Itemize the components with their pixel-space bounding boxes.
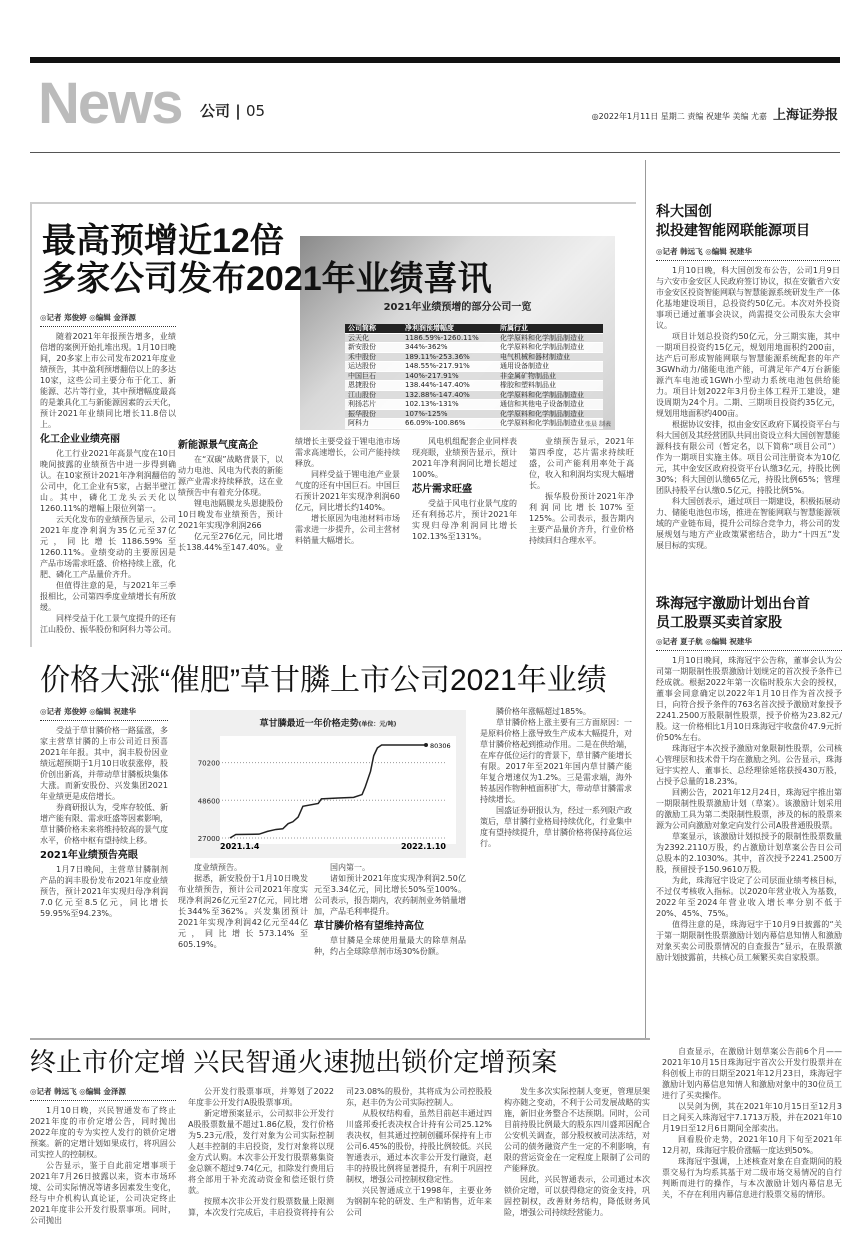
- paragraph: 1月7日晚间，主营草甘膦制剂产品的润丰股份发布2021年度业绩预告，预计2021年实现归母净利润7.0亿元至8.5亿元，同比增长59.95%至94.23%。: [40, 865, 168, 918]
- article-4-title-line1: 珠海冠宇激励计划出台首: [656, 595, 810, 611]
- chart-title-text: 草甘膦最近一年价格走势: [259, 719, 359, 729]
- table-row: [345, 391, 603, 401]
- paragraph: 券商研报认为，受库存较低、新增产能有限、需求旺盛等因素影响，草甘膦价格未来将维持较高的景气度水平，价格中枢有望持续上移。: [40, 803, 168, 845]
- earnings-table: [345, 324, 603, 429]
- paragraph: 锂电池隔膜龙头恩捷股份10日晚发布业绩预告，预计2021年实现净利润266: [178, 499, 283, 530]
- paragraph: 化工行业2021年高景气度在10日晚间披露的业绩预告中进一步得到确认。在10家预计2021年净利润翻倍的公司中，化工企业有5家，占据半壁江山。其中，磷化工龙头云天化以1260.11%的增幅上限位列第一。: [40, 449, 176, 513]
- x-label-end: 2022.1.10: [400, 842, 446, 851]
- paragraph: 草甘膦价格上涨主要有三方面原因：一是原料价格上涨导致生产成本大幅提升，对草甘膦价格起到推动作用。二是在供给端，在库存低位运行的背景下，草甘膦产能增长有限。2017年至2021年国内草甘膦产能年复合增速仅为1.2%。三是需求端，海外转基因作物种植面积扩大，带动草甘膦需求持续增长。: [480, 718, 632, 804]
- table-header-cell: 公司简称: [348, 324, 376, 332]
- table-cell: 电气机械和器材制造业: [500, 352, 570, 361]
- column-divider: [645, 160, 646, 1040]
- article-1-columns: [178, 436, 634, 553]
- article-5-columns: [30, 1086, 650, 1226]
- table-cell: 1186.59%-1260.11%: [405, 333, 479, 342]
- paragraph: 珠海冠宇强调，上述核查对象在自查期间的股票交易行为均系其基于对二级市场交易情况的自行判断而进行的操作，与本次激励计划内幕信息无关，不存在利用内幕信息进行股票交易的情形。: [662, 1157, 842, 1199]
- table-cell: 通用设备制造业: [500, 362, 549, 370]
- table-cell: 138.44%-147.40%: [405, 381, 470, 389]
- table-cell: 化学原料和化学制品制造业: [500, 333, 584, 342]
- paragraph: 回溯公告，2021年12月24日，珠海冠宇推出第一期限制性股票激励计划（草案）。该激励计划采用的激励工具为第二类限制性股票，涉及的标的股票来源为公司向激励对象定向发行公司A股普通股股票。: [656, 788, 842, 830]
- paragraph: 珠海冠宇本次授予激励对象限制性股票，公司核心管理层和技术骨干均在激励之列。公告显示，珠海冠宇实控人、董事长、总经理徐延铭获授430万股，占授予总量的18.23%。: [656, 744, 842, 786]
- article-2-col-2: [178, 862, 308, 950]
- paragraph: 但值得注意的是，与2021年三季报相比，公司第四季度业绩增长有所放缓。: [40, 581, 176, 612]
- paragraph: 1月10日晚，科大国创发布公告，公司1月9日与六安市金安区人民政府签订协议，拟在安徽省六安市金安区投资智能网联与智慧能源系统研发生产一体化基地建设项目，总投资约50亿元。本次对外投资事项已通过董事会决议，尚需提交公司股东大会审议。: [656, 266, 840, 330]
- masthead: ◎2022年1月11日 星期二 责编 祝建华 美编 尤嘉 上海证券报: [591, 108, 838, 123]
- paragraph: 以吴剑为例，其在2021年10月15日至12月3日之间买入珠海冠宇7.1713万股，并在2021年10月19日至12月6日期间全部卖出。: [662, 1102, 842, 1133]
- paragraph: 受益于风电行业景气度的还有利扬芯片，预计2021年实现归母净利润同比增长102.13%至131%。: [412, 499, 517, 541]
- table-cell: 344%-362%: [405, 343, 448, 351]
- paragraph: 同样受益于化工景气度提升的还有江山股份、振华股份和阿科力等公司。: [40, 614, 176, 634]
- paragraph: 诸如预计2021年度实现净利润2.50亿元至3.34亿元，同比增长50%至100%。公司表示，报告期内，农药制剂业务销量增加，产品毛利率提升。: [314, 874, 466, 916]
- paragraph: 国内第一。: [330, 863, 370, 872]
- paragraph: 草案显示，该激励计划拟授予的限制性股票数量为2392.2110万股，约占激励计划草案公告日公司总股本的2.1030%。其中，首次授予2241.2500万股，预留授予150.9610万股。: [656, 832, 842, 874]
- paragraph: 风电机组配套企业同样表现亮眼，业绩预告显示，预计2021年净利润同比增长超过100%。: [412, 437, 517, 479]
- article-3-title: [656, 202, 810, 240]
- article-2-byline: ◎记者 郑俊婷 ◎编辑 祝建华: [40, 706, 168, 721]
- chart-unit: (单位：元/吨): [358, 721, 397, 728]
- table-cell: 恩捷股份: [348, 381, 376, 389]
- paragraph: 国盛证券研报认为，经过一系列限产政策后，草甘膦行业格局持续优化，行业集中度有望持续提升，草甘膦价格将保持高位运行。: [480, 806, 632, 848]
- article-1-col-1: [40, 312, 176, 635]
- table-cell: 66.09%-100.86%: [405, 419, 466, 427]
- table-cell: 江山股份: [348, 390, 376, 399]
- y-tick-label: 70200: [197, 759, 220, 768]
- table-row: [345, 353, 603, 363]
- article-1-title-line2: 多家公司发布2021年业绩喜讯: [42, 260, 492, 298]
- paragraph: 度业绩预告。: [194, 863, 242, 872]
- table-cell: 新安股份: [348, 343, 376, 351]
- paragraph: 膦价格年涨幅超过185%。: [496, 707, 591, 716]
- paragraph: 发生多次实际控制人变更，管理层架构亦随之变动，不利于公司发展战略的实施，新旧业务整合不达预期。同时，公司目前持股比例最大的股东四川盛邦因配合公安机关调查，部分股权被司法冻结，对公司的债务融资产生一定的不利影响，有限的营运资金在一定程度上限制了公司的产能释放。: [504, 1087, 650, 1173]
- paragraph: 云天化发布的业绩预告显示，公司2021年度净利润为35亿元至37亿元，同比增长1186.59%至1260.11%。业绩变动的主要原因是产品市场需求旺盛、价格持续上涨，化肥、磷化工产品量价齐升。: [40, 515, 176, 579]
- paragraph: 自查显示，在激励计划草案公告前6个月——2021年10月15日珠海冠宇首次公开发行股票并在科创板上市的日期至2021年12月23日，珠海冠宇激励计划内幕信息知情人和激励对象中的30位员工进行了买卖操作。: [662, 1047, 842, 1100]
- paragraph: 兴民智通成立于1998年，主要业务为钢制车轮的研发、生产和销售，近年来公司: [346, 1186, 492, 1217]
- table-row: [345, 343, 603, 353]
- table-row: [345, 410, 603, 420]
- bottom-rule: [30, 1038, 650, 1040]
- table-cell: 132.88%-147.40%: [405, 390, 470, 399]
- paragraph: 草甘膦是全球使用量最大的除草剂品种，约占全球除草剂市场30%份额。: [314, 936, 466, 956]
- paragraph: 受益于草甘膦价格一路猛涨，多家主营草甘膦的上市公司近日预喜2021年年报。其中，润丰股份因业绩远超预期于1月10日收获涨停，股价创出新高，并带动草甘膦板块集体大涨。而新安股份、兴发集团2021年业绩更是成倍增长。: [40, 726, 168, 801]
- table-credit: 张晨 制表: [585, 421, 611, 428]
- paragraph: 增长原因为电池材料市场需求进一步提升，公司主营材料销量大幅增长。: [295, 514, 400, 545]
- table-row: [345, 334, 603, 344]
- article-2-col-3: [314, 862, 466, 957]
- paragraph: 新定增预案显示，公司拟非公开发行A股股票数量不超过1.86亿股，发行价格为5.23元/股，发行对象为公司实际控制人赵丰控制的丰启投资，发行对象将以现金方式认购。本次非公开发行股票募集资金总额不超过9.74亿元，扣除发行费用后将全部用于补充流动资金和偿还银行贷款。: [188, 1109, 334, 1195]
- paragraph: 1月10日晚，兴民智通发布了终止2021年度的市价定增公告，同时抛出2022年度的专为实控人发行的锁价定增预案。新的定增计划如果成行，将巩固公司实控人的控制权。: [30, 1106, 176, 1159]
- table-cell: 运达股份: [348, 362, 376, 370]
- paragraph: 值得注意的是，珠海冠宇于10月9日披露的“关于第一期限制性股票激励计划内幕信息知情人和激励对象买卖公司股票情况的自查报告”显示，在股票激励计划披露前，共核心员工频繁买卖自家股票。: [656, 920, 842, 962]
- article-3-byline: ◎记者 韩远飞 ◎编辑 祝建华: [656, 246, 840, 261]
- paragraph: 在“双碳”战略背景下，以动力电池、风电为代表的新能源产业需求持续释放，这在业绩预告中有着充分体现。: [178, 455, 283, 497]
- paragraph: 1月10日晚间，珠海冠宇公告称，董事会认为公司第一期限制性股票激励计划规定的首次授予条件已经成就。根据2022年第一次临时股东大会的授权，董事会同意确定以2022年1月10日作为首次授予日，向符合授予条件的763名首次授予激励对象授予2241.2500万股限制性股票，授予价格为23.82元/股。这一价格相比1月10日珠海冠宇收盘价47.9元折价50%左右。: [656, 656, 842, 742]
- article-4-title: [656, 594, 810, 632]
- paragraph: 项目计划总投资约50亿元，分三期实施，其中一期项目投资约15亿元，规划用地面积约200亩，达产后可形成智能网联与智慧能源系统配套的年产3GWh动力/储能电池产能，可满足年产4万台新能源汽车电池或1GWh小型动力系统电池包供给能力。项目计划2022年3月份主体工程开工建设，建设周期为24个月。二期、三期项目投资约35亿元，规划用地面积约400亩。: [656, 332, 840, 418]
- table-cell: 148.55%-217.91%: [405, 362, 470, 370]
- article-4-byline: ◎记者 夏子航 ◎编辑 祝建华: [656, 636, 842, 651]
- table-cell: 140%-217.91%: [405, 371, 459, 380]
- article-5-byline: ◎记者 韩远飞 ◎编辑 金泽源: [30, 1086, 176, 1101]
- table-cell: 橡胶和塑料制品业: [500, 381, 556, 389]
- page-number: 05: [245, 102, 266, 120]
- article-3-body: [656, 246, 840, 551]
- table-row: [345, 400, 603, 410]
- table-header-row: [345, 324, 603, 334]
- paragraph: 为此，珠海冠宇设定了公司层面业绩考核目标，不过仅考核收入指标。以2020年营业收入为基数，2022年至2024年营业收入增长率分别不低于20%、45%、75%。: [656, 876, 842, 918]
- end-value-label: 80306: [430, 741, 451, 750]
- chart-plot: [190, 732, 466, 857]
- table-cell: 102.13%-131%: [405, 400, 459, 408]
- paragraph: 业绩预告显示，2021年第四季度，芯片需求持续旺盛，公司产能利用率处于高位，收入和利润均实现大幅增长。: [529, 437, 634, 490]
- table-cell: 化学原料和化学制品制造业: [500, 419, 584, 427]
- paragraph: 从股权结构看，虽然目前赵丰通过四川盛邦委托表决权合计持有公司25.12%表决权，但其通过控制创疆环保持有上市公司6.45%的股份，持股比例较低。兴民智通表示，通过本次非公开发行融资，赵丰的持股比例将显著提升，有利于巩固控制权，增强公司控制权稳定性。: [346, 1109, 492, 1184]
- subheading: 新能源景气度高企: [178, 440, 258, 451]
- table-header-cell: 所属行业: [500, 324, 528, 332]
- paragraph: 因此，兴民智通表示，公司通过本次锁价定增，可以获得稳定的资金支持，巩固控制权，改善财务结构，降低财务风险，增强公司持续经营能力。: [504, 1175, 650, 1217]
- paragraph: 根据协议安排，拟由金安区政府下属投资平台与科大国创及其经营团队共同出资设立科大国创智慧能源科技有限公司（暂定名，以下简称“项目公司”）作为一期项目实施主体。项目公司注册资本为10亿元，其中金安区政府投资平台认缴3亿元，持股比例30%；科大国创认缴65亿元，持股比例65%；管理团队持股平台认缴0.5亿元，持股比例5%。: [656, 420, 840, 495]
- table-row: [345, 381, 603, 391]
- article-5-title: 终止市价定增 兴民智通火速抛出锁价定增预案: [30, 1047, 558, 1077]
- chart-title: [190, 716, 466, 729]
- table-cell: 107%-125%: [405, 409, 448, 418]
- article-3-title-line1: 科大国创: [656, 203, 712, 219]
- table-cell: 化学原料和化学制品制造业: [500, 343, 584, 351]
- end-point: [424, 743, 428, 747]
- table-cell: 振华股份: [348, 409, 376, 418]
- table-row: [345, 362, 603, 372]
- article-1-byline: ◎记者 郑俊婷 ◎编辑 金泽源: [40, 312, 176, 327]
- paragraph: 按照本次非公开发行股票数量上限测算，本次发行完成后，丰启投资将持有公司23.08%的股份，其将成为公司控股股东，赵丰仍为公司实际控制人。: [188, 1087, 492, 1217]
- article-4-body-cont: [662, 1046, 842, 1200]
- article-1-title: [42, 222, 492, 298]
- table-cell: 189.11%-253.36%: [405, 352, 470, 361]
- date-info: 2022年1月11日 星期二 责编 祝建华 美编 尤嘉: [598, 112, 767, 121]
- article-1-title-line1: 最高预增近12倍: [42, 222, 284, 260]
- table-cell: 云天化: [348, 333, 369, 342]
- article-2-col-1: [40, 706, 168, 919]
- table-cell: 通信和其他电子设备制造业: [500, 400, 584, 408]
- table-header-cell: 净利润预增幅度: [405, 324, 454, 332]
- table-cell: 化学原料和化学制品制造业: [500, 390, 584, 399]
- y-tick-label: 27000: [197, 835, 220, 843]
- paragraph: 回看股价走势，2021年10月下旬至2021年12月初，珠海冠宇股价涨幅一度达到50%。: [662, 1135, 842, 1155]
- table-cell: 禾中股份: [348, 352, 376, 361]
- paragraph: 随着2021年年报预告增多，业绩倍增的案例开始扎堆出现。1月10日晚间，20多家上市公司发布2021年度业绩预告，其中盈利预增翻倍以上的多达10家，这些公司主要分布于化工、新能源、芯片等行业，其中预增幅度最高的是兼具化工与新能源因素的云天化，预计2021年业绩同比增长11.8倍以上。: [40, 332, 176, 429]
- article-2-col-4: [480, 706, 632, 849]
- section-label: 公司 | 05: [200, 102, 266, 120]
- paragraph: 公开发行股票事项，并筹划了2022年度非公开发行A股股票事项。: [188, 1087, 334, 1107]
- section-name: 公司: [200, 102, 231, 120]
- table-title: 2021年业绩预增的部分公司一览: [383, 302, 532, 313]
- paragraph: 科大国创表示，通过项目一期建设，积极拓展动力、储能电池包市场，推进在智能网联与智慧能源领域的产业链布局，提升公司综合竞争力，将公司的发展规划与地方产业政策紧密结合，助力“十四五”发展目标的实现。: [656, 497, 840, 550]
- table-cell: 阿科力: [348, 419, 369, 427]
- subheading: 芯片需求旺盛: [412, 484, 472, 495]
- table-cell: 利扬芯片: [348, 400, 376, 408]
- top-rule: [30, 57, 840, 63]
- paper-name: 上海证券报: [772, 108, 838, 123]
- paragraph: 振华股份预计2021年净利润同比增长107%至125%。公司表示，报告期内主要产品量价齐升，行业价格持续回归合理水平。: [529, 492, 634, 545]
- table-row: [345, 419, 603, 429]
- header-rule: [30, 152, 840, 153]
- plot-background: [220, 736, 456, 844]
- article-4-title-line2: 员工股票买卖首家股: [656, 614, 782, 630]
- table-cell: 非金属矿物制品业: [500, 371, 556, 380]
- paragraph: 亿元至276亿元，同比增长138.44%至147.40%。业绩增长主要受益于锂电池市场需求高速增长，公司产能持续释放。: [178, 437, 400, 552]
- y-tick-label: 48600: [197, 797, 220, 806]
- subheading: 草甘膦价格有望维持高位: [314, 921, 424, 932]
- paragraph: 同样受益于锂电池产业景气度的还有中国巨石。中国巨石预计2021年实现净利润60亿元，同比增长约140%。: [295, 470, 400, 512]
- table-row: [345, 372, 603, 382]
- article-3-title-line2: 拟投建智能网联能源项目: [656, 222, 810, 238]
- price-chart: [190, 710, 466, 858]
- table-cell: 化学原料和化学制品制造业: [500, 409, 584, 418]
- news-logo: News: [38, 71, 182, 136]
- subheading: 化工企业业绩亮丽: [40, 434, 120, 445]
- paragraph: 据悉，新安股份于1月10日晚发布业绩预告，预计公司2021年度实现净利润26亿元至27亿元，同比增长344%至362%。兴发集团预计2021年实现净利润42亿元至44亿元，同比增长573.14%至605.19%。: [178, 874, 308, 949]
- x-label-start: 2021.1.4: [220, 842, 260, 851]
- article-4-body: [656, 636, 842, 963]
- table-cell: 中国巨石: [348, 371, 376, 380]
- paragraph: 公告显示，鉴于自此前定增事项于2021年7月26日披露以来，资本市场环境、公司实际情况等诸多因素发生变化，经与中介机构认真论证，公司决定终止2021年度非公开发行股票事项。同时，公司抛出: [30, 1161, 176, 1225]
- article-2-title: 价格大涨“催肥”草甘膦上市公司2021年业绩: [40, 664, 607, 697]
- subheading: 2021年业绩预告亮眼: [40, 850, 138, 861]
